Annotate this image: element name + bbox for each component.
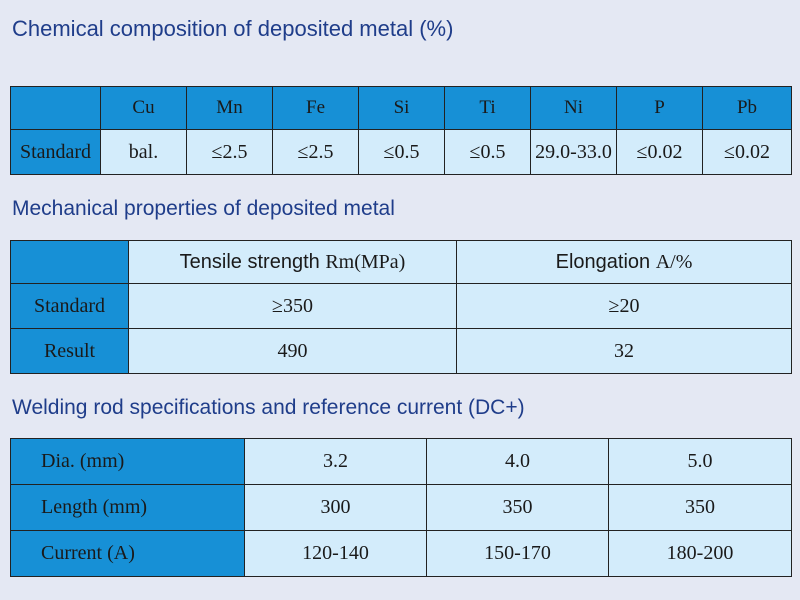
header-cell: Ti (445, 87, 531, 130)
elongation-header (457, 241, 792, 284)
table-row (11, 130, 792, 175)
value-cell: ≥350 (129, 284, 457, 329)
value-cell: 120-140 (245, 531, 427, 577)
value-cell: 32 (457, 329, 792, 374)
value-cell: ≤2.5 (187, 130, 273, 175)
row-label: Current (A) (11, 531, 245, 577)
value-cell: ≤0.02 (703, 130, 792, 175)
mechanical-properties-table (10, 240, 792, 374)
mechanical-properties-title: Mechanical properties of deposited metal (12, 197, 395, 220)
value-cell: 150-170 (427, 531, 609, 577)
value-cell: 4.0 (427, 439, 609, 485)
value-cell: 300 (245, 485, 427, 531)
header-cell: P (617, 87, 703, 130)
value-cell: ≤2.5 (273, 130, 359, 175)
value-cell: 29.0-33.0 (531, 130, 617, 175)
table-row (11, 485, 792, 531)
table-row (11, 531, 792, 577)
value-cell: 350 (427, 485, 609, 531)
tensile-header-text: Tensile strength (179, 250, 326, 273)
value-cell: 5.0 (609, 439, 792, 485)
header-cell: Cu (101, 87, 187, 130)
value-cell: ≤0.02 (617, 130, 703, 175)
table-row (11, 439, 792, 485)
elongation-header-unit: A/% (655, 250, 693, 273)
header-cell: Mn (187, 87, 273, 130)
tensile-strength-header (129, 241, 457, 284)
elongation-header-text: Elongation (555, 250, 656, 273)
header-cell: Pb (703, 87, 792, 130)
row-label: Result (11, 329, 129, 374)
value-cell: ≥20 (457, 284, 792, 329)
chemical-composition-title: Chemical composition of deposited metal (%) (12, 16, 454, 41)
table-corner-cell (11, 241, 129, 284)
header-cell: Si (359, 87, 445, 130)
row-label: Dia. (mm) (11, 439, 245, 485)
welding-rod-specs-table (10, 438, 792, 577)
table-corner-cell (11, 87, 101, 130)
value-cell: bal. (101, 130, 187, 175)
header-cell: Ni (531, 87, 617, 130)
value-cell: ≤0.5 (445, 130, 531, 175)
value-cell: ≤0.5 (359, 130, 445, 175)
value-cell: 350 (609, 485, 792, 531)
row-label: Length (mm) (11, 485, 245, 531)
table-header-row (11, 87, 792, 130)
value-cell: 180-200 (609, 531, 792, 577)
table-row (11, 284, 792, 329)
tensile-header-unit: Rm(MPa) (325, 250, 406, 273)
chemical-composition-table (10, 86, 792, 175)
table-row (11, 329, 792, 374)
header-cell: Fe (273, 87, 359, 130)
value-cell: 3.2 (245, 439, 427, 485)
value-cell: 490 (129, 329, 457, 374)
row-label: Standard (11, 130, 101, 175)
row-label: Standard (11, 284, 129, 329)
welding-rod-specs-title: Welding rod specifications and reference current (DC+) (12, 396, 525, 419)
table-header-row (11, 241, 792, 284)
